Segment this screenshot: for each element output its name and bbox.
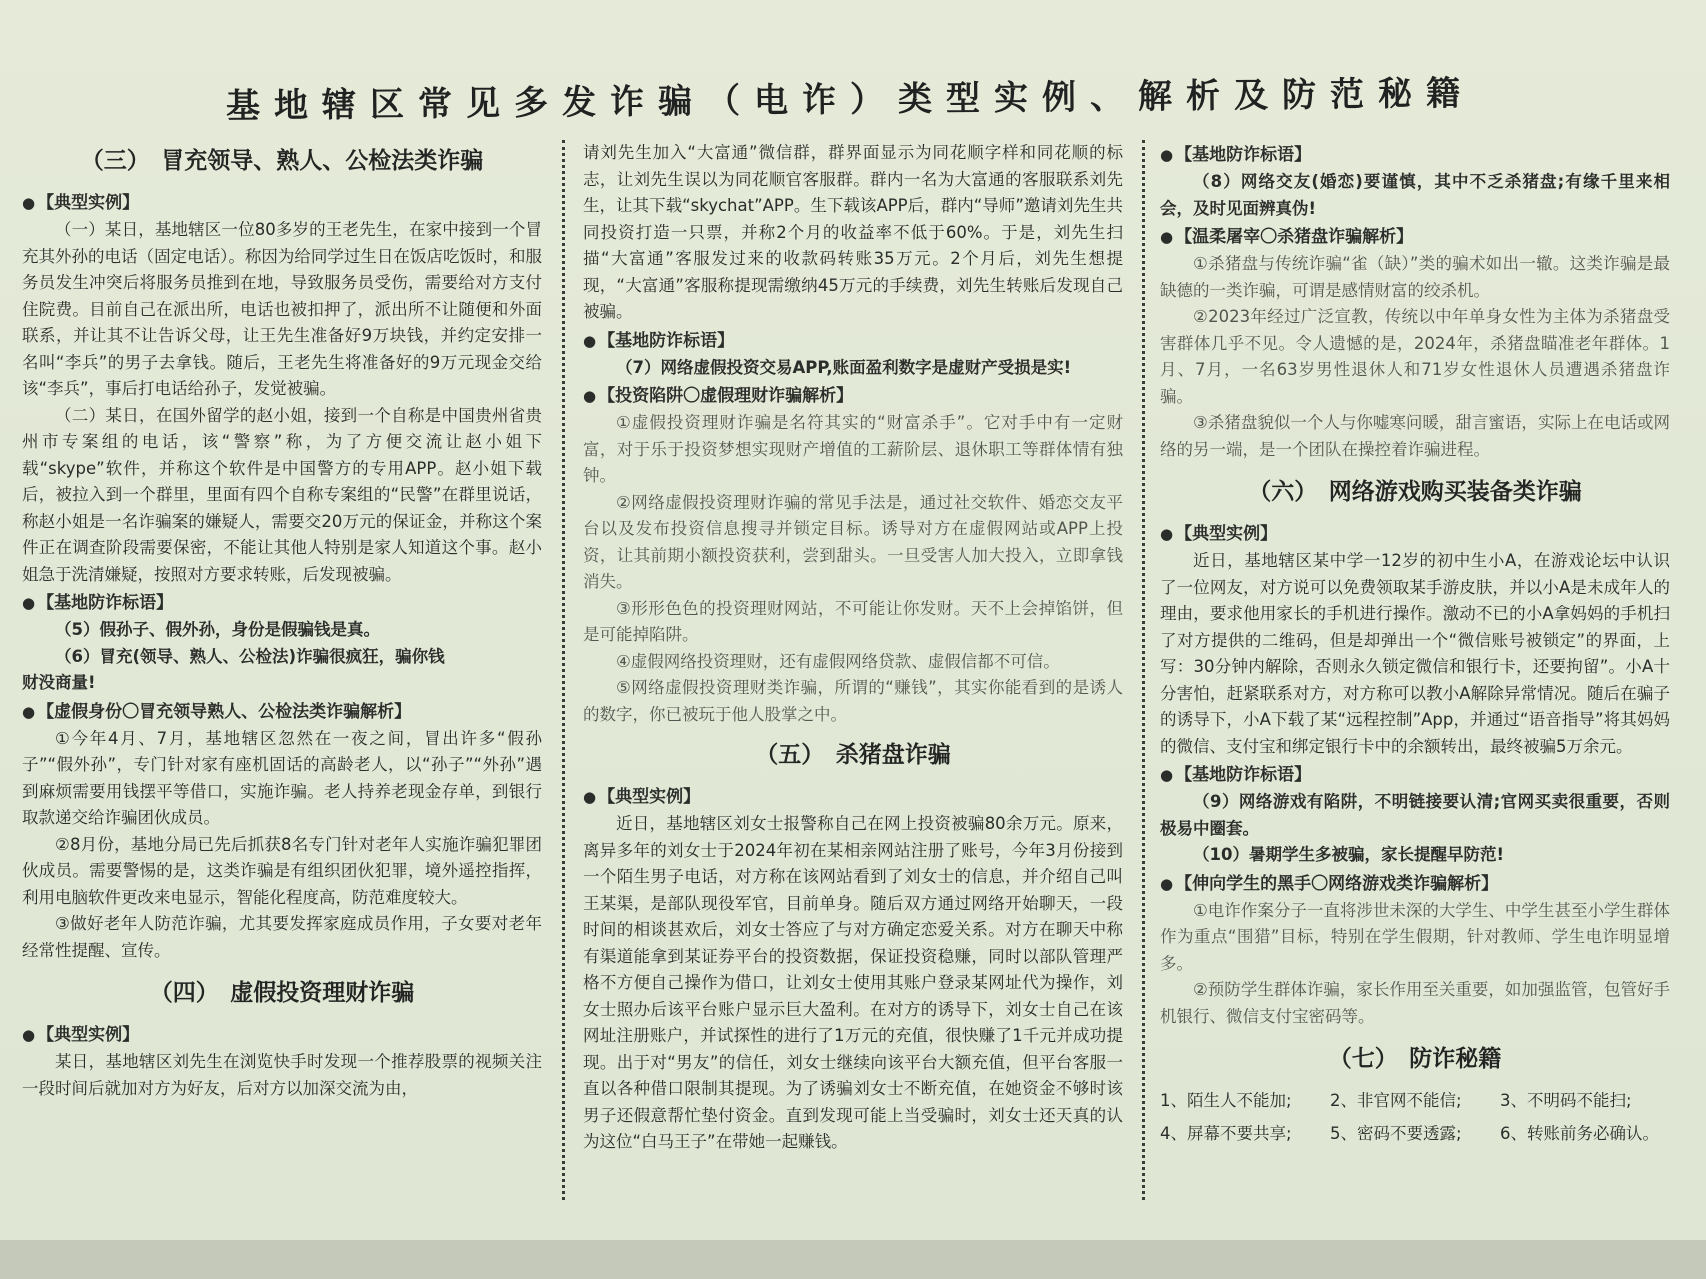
slogan-text: 财没商量!: [22, 673, 96, 692]
analysis-text: ③杀猪盘貌似一个人与你嘘寒问暖，甜言蜜语，实际上在电话或网络的另一端，是一个团队在操控着诈骗进程。: [1160, 413, 1670, 459]
slogan-text: （9）网络游戏有陷阱，不明链接要认清;官网买卖很重要，否则极易中圈套。: [1160, 792, 1670, 838]
column-left: [22, 140, 542, 1200]
analysis-text: ④虚假网络投资理财，还有虚假网络贷款、虚假信都不可信。: [616, 651, 1060, 671]
case-text: 请刘先生加入“大富通”微信群，群界面显示为同花顺字样和同花顺的标志，让刘先生误以为同花顺官客服群。群内一名为大富通的客服联系刘先生，让其下载“skychat”APP。生下载该APP后，群内“导师”邀请刘先生共同投资打造一只票，并称2个月的收益率不低于60%。于是，刘先生扫描“大富通”客服发过来的收款码转账35万元。2个月后，刘先生想提现，“大富通”客服称提现需缴纳45万元的手续费，刘先生转账后发现自己被骗。: [583, 143, 1123, 321]
bullet-icon: ●: [1160, 228, 1174, 246]
tip-item: 1、陌生人不能加;: [1160, 1091, 1292, 1110]
analysis-text: ①电诈作案分子一直将涉世未深的大学生、中学生甚至小学生群体作为重点“围猎”目标，特别在学生假期，针对教师、学生电诈明显增多。: [1160, 900, 1670, 973]
column-divider-right: [1142, 140, 1145, 1200]
case-heading: ● 【典型实例】: [22, 193, 140, 213]
bullet-icon: ●: [1160, 874, 1174, 893]
bullet-icon: ●: [1160, 525, 1174, 543]
bullet-icon: ●: [583, 331, 597, 350]
section-heading-7: （七） 防诈秘籍: [1328, 1046, 1502, 1072]
slogan-text: （10）暑期学生多被骗，家长提醒早防范!: [1193, 845, 1504, 864]
analysis-text: ③形形色色的投资理财网站，不可能让你发财。天不上会掉馅饼，但是可能掉陷阱。: [583, 598, 1123, 644]
case-text: （二）某日，在国外留学的赵小姐，接到一个自称是中国贵州省贵州市专案组的电话，该“警察”称，为了方便交流让赵小姐下载“skype”软件，并称这个软件是中国警方的专用APP。赵小姐下载后，被拉入到一个群里，里面有四个自称专案组的“民警”在群里说话，称赵小姐是一名诈骗案的嫌疑人，需要交20万元的保证金，并称这个案件正在调查阶段需要保密，不能让其他人特别是家人知道这个事。赵小姐急于洗清嫌疑，按照对方要求转账，后发现被骗。: [22, 405, 542, 584]
section-heading-4: （四） 虚假投资理财诈骗: [149, 980, 415, 1006]
bullet-icon: ●: [583, 387, 597, 405]
tip-item: 4、屏幕不要共享;: [1160, 1123, 1292, 1143]
section-heading-5: （五） 杀猪盘诈骗: [755, 742, 951, 768]
analysis-text: ①今年4月、7月，基地辖区忽然在一夜之间，冒出许多“假孙子”“假外孙”，专门针对家有座机固话的高龄老人，以“孙子”“外孙”遇到麻烦需要用钱摆平等借口，实施诈骗。老人持养老现金存单，到银行取款递交给诈骗团伙成员。: [22, 728, 542, 827]
tip-item: 2、非官网不能信;: [1330, 1091, 1462, 1110]
slogan-text: （5）假孙子、假外孙，身份是假骗钱是真。: [55, 620, 380, 639]
tip-item: 5、密码不要透露;: [1330, 1123, 1462, 1143]
analysis-heading: ● 【伸向学生的黑手〇网络游戏类诈骗解析】: [1160, 873, 1499, 894]
slogan-text: （7）网络虚假投资交易APP,账面盈利数字是虚财产受损是实!: [616, 357, 1072, 377]
bullet-icon: ●: [22, 1026, 36, 1044]
case-heading: ● 【典型实例】: [583, 787, 701, 807]
slogan-heading: ● 【基地防诈标语】: [1160, 765, 1312, 785]
slogan-heading: ● 【基地防诈标语】: [583, 330, 735, 351]
paper-edge: [0, 1240, 1706, 1279]
bullet-icon: ●: [1160, 766, 1174, 784]
section-heading-6: （六） 网络游戏购买装备类诈骗: [1248, 479, 1582, 505]
case-heading: ● 【典型实例】: [1160, 524, 1278, 544]
bullet-icon: ●: [22, 702, 36, 721]
case-text: （一）某日，基地辖区一位80多岁的王老先生，在家中接到一个冒充其外孙的电话（固定电话）。称因为给同学过生日在饭店吃饭时，和服务员发生冲突后将服务员推到在地，导致服务员受伤，需要给对方支付住院费。目前自己在派出所，电话也被扣押了，派出所不让随便和外面联系，并让其不让告诉父母，让王先生准备好9万块钱，并约定安排一名叫“李兵”的男子去拿钱。随后，王老先生将准备好的9万元现金交给该“李兵”，事后打电话给孙子，发觉被骗。: [22, 220, 542, 398]
analysis-heading: ● 【投资陷阱〇虚假理财诈骗解析】: [583, 386, 854, 406]
slogan-heading: ● 【基地防诈标语】: [22, 593, 174, 613]
column-middle: [583, 140, 1123, 1200]
analysis-text: ③做好老年人防范诈骗，尤其要发挥家庭成员作用，子女要对老年经常性提醒、宣传。: [22, 914, 542, 960]
slogan-text: （8）网络交友(婚恋)要谨慎，其中不乏杀猪盘;有缘千里来相会，及时见面辨真伪!: [1160, 172, 1670, 218]
column-divider-left: [562, 140, 565, 1200]
analysis-text: ①虚假投资理财诈骗是名符其实的“财富杀手”。它对手中有一定财富，对于乐于投资梦想实现财产增值的工薪阶层、退休职工等群体情有独钟。: [583, 413, 1123, 485]
analysis-text: ②8月份，基地分局已先后抓获8名专门针对老年人实施诈骗犯罪团伙成员。需要警惕的是，这类诈骗是有组织团伙犯罪，境外遥控指挥，利用电脑软件更改来电显示，智能化程度高，防范难度较大。: [22, 834, 542, 907]
slogan-heading: ● 【基地防诈标语】: [1160, 145, 1312, 165]
slogan-text: （6）冒充(领导、熟人、公检法)诈骗很疯狂，骗你钱: [55, 646, 445, 666]
section-heading-3: （三） 冒充领导、熟人、公检法类诈骗: [80, 148, 484, 174]
bullet-icon: ●: [1160, 146, 1174, 164]
bullet-icon: ●: [583, 788, 597, 806]
tip-item: 3、不明码不能扫;: [1500, 1091, 1632, 1110]
analysis-heading: ● 【温柔屠宰〇杀猪盘诈骗解析】: [1160, 227, 1414, 247]
analysis-text: ②预防学生群体诈骗，家长作用至关重要，如加强监管，包管好手机银行、微信支付宝密码等。: [1160, 980, 1670, 1026]
case-text: 某日，基地辖区刘先生在浏览快手时发现一个推荐股票的视频关注一段时间后就加对方为好友，后对方以加深交流为由，: [22, 1052, 542, 1098]
tip-item: 6、转账前务必确认。: [1500, 1123, 1659, 1143]
case-text: 近日，基地辖区刘女士报警称自己在网上投资被骗80余万元。原来，离异多年的刘女士于2024年初在某相亲网站注册了账号，今年3月份接到一个陌生男子电话，对方称在该网站看到了刘女士的信息，并介绍自己叫王某渠，是部队现役军官，目前单身。随后双方通过网络开始聊天，一段时间的相谈甚欢后，刘女士答应了与对方确定恋爱关系。对方在聊天中称有渠道能拿到某证券平台的投资数据，保证投资稳赚，同时以部队管理严格不方便自己操作为借口，让刘女士使用其账户登录某网址代为操作，刘女士照办后该平台账户显示巨大盈利。在对方的诱导下，刘女士自己在该网址注册账户，并试探性的进行了1万元的充值，很快赚了1千元并成功提现。出于对“男友”的信任，刘女士继续向该平台大额充值，但平台客服一直以各种借口限制其提现。为了诱骗刘女士不断充值，在她资金不够时该男子还假意帮忙垫付资金。直到发现可能上当受骗时，刘女士还天真的认为这位“白马王子”在带她一起赚钱。: [583, 814, 1123, 1151]
bullet-icon: ●: [22, 194, 36, 212]
column-right: [1160, 140, 1670, 1200]
case-text: 近日，基地辖区某中学一12岁的初中生小A，在游戏论坛中认识了一位网友，对方说可以免费领取某手游皮肤，并以小A是未成年人的理由，要求他用家长的手机进行操作。激动不已的小A拿妈妈的手机扫了对方提供的二维码，但是却弹出一个“微信账号被锁定”的界面，上写：30分钟内解除，否则永久锁定微信和银行卡，还要拘留”。小A十分害怕，赶紧联系对方，对方称可以教小A解除异常情况。随后在骗子的诱导下，小A下载了某“远程控制”App，并通过“语音指导”将其妈妈的微信、支付宝和绑定银行卡中的余额转出，最终被骗5万余元。: [1160, 551, 1670, 756]
analysis-text: ⑤网络虚假投资理财类诈骗，所谓的“赚钱”，其实你能看到的是诱人的数字，你已被玩于他人股掌之中。: [583, 678, 1123, 724]
analysis-text: ①杀猪盘与传统诈骗“雀（缺）”类的骗术如出一辙。这类诈骗是最缺德的一类诈骗，可谓是感情财富的绞杀机。: [1160, 254, 1670, 300]
page-title: 基地辖区常见多发诈骗（电诈）类型实例、解析及防范秘籍: [225, 73, 1475, 127]
tips-list: [1160, 1088, 1670, 1147]
case-heading: ● 【典型实例】: [22, 1025, 140, 1045]
analysis-heading: ● 【虚假身份〇冒充领导熟人、公检法类诈骗解析】: [22, 701, 412, 722]
bullet-icon: ●: [22, 594, 36, 612]
analysis-text: ②2023年经过广泛宣教，传统以中年单身女性为主体为杀猪盘受害群体几乎不见。令人遗憾的是，2024年，杀猪盘瞄准老年群体。1月、7月，一名63岁男性退休人和71岁女性退休人员遭遇杀猪盘诈骗。: [1160, 307, 1670, 406]
analysis-text: ②网络虚假投资理财诈骗的常见手法是，通过社交软件、婚恋交友平台以及发布投资信息搜寻并锁定目标。诱导对方在虚假网站或APP上投资，让其前期小额投资获利，尝到甜头。一旦受害人加大投入，立即拿钱消失。: [583, 492, 1123, 591]
